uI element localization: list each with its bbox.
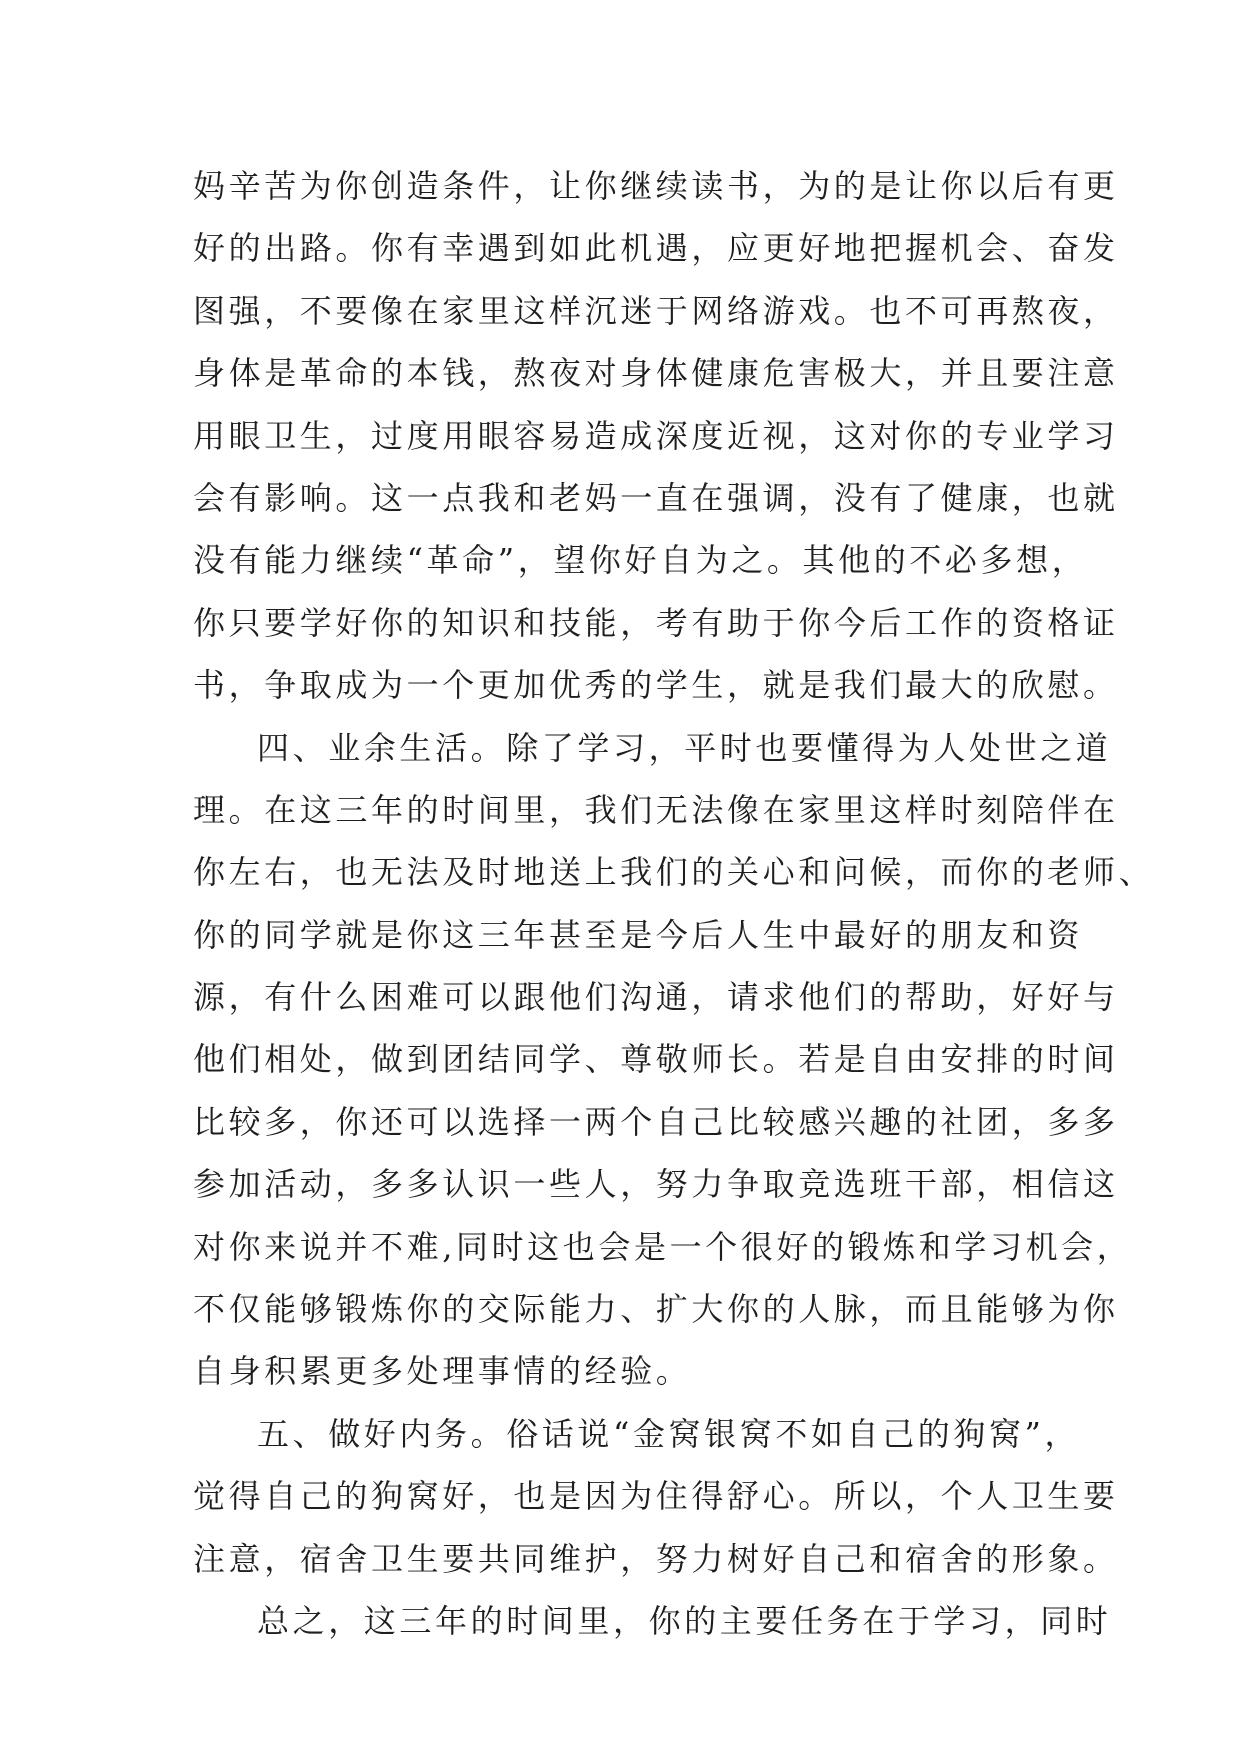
text-line: 总之，这三年的时间里，你的主要任务在于学习，同时 [257,1601,1112,1640]
text-line: 书，争取成为一个更加优秀的学生，就是我们最大的欣慰。 [193,666,1119,705]
text-line: 觉得自己的狗窝好，也是因为住得舒心。所以，个人卫生要 [193,1477,1119,1516]
document-body-text [193,155,1155,1652]
text-line: 比较多，你还可以选择一两个自己比较感兴趣的社团，多多 [193,1102,1119,1141]
text-line: 用眼卫生，过度用眼容易造成深度近视，这对你的专业学习 [193,416,1119,455]
text-line: 不仅能够锻炼你的交际能力、扩大你的人脉，而且能够为你 [193,1290,1119,1329]
text-line: 你的同学就是你这三年甚至是今后人生中最好的朋友和资 [193,915,1084,954]
text-line: 你只要学好你的知识和技能，考有助于你今后工作的资格证 [193,603,1119,642]
text-line: 注意，宿舍卫生要共同维护，努力树好自己和宿舍的形象。 [193,1539,1119,1578]
text-line: 妈辛苦为你创造条件，让你继续读书，为的是让你以后有更 [193,167,1119,205]
text-line: 五、做好内务。俗话说“金窝银窝不如自己的狗窝”， [257,1414,1081,1453]
text-line: 理。在这三年的时间里，我们无法像在家里这样时刻陪伴在 [193,790,1119,829]
text-line: 参加活动，多多认识一些人，努力争取竞选班干部，相信这 [193,1165,1119,1204]
text-line: 会有影响。这一点我和老妈一直在强调，没有了健康，也就 [193,478,1119,517]
text-line: 对你来说并不难,同时这也会是一个很好的锻炼和学习机会， [193,1227,1133,1266]
text-line: 图强，不要像在家里这样沉迷于网络游戏。也不可再熬夜， [193,291,1119,330]
text-line: 好的出路。你有幸遇到如此机遇，应更好地把握机会、奋发 [193,229,1119,268]
text-line: 四、业余生活。除了学习，平时也要懂得为人处世之道 [257,728,1112,767]
text-line: 源，有什么困难可以跟他们沟通，请求他们的帮助，好好与 [193,978,1119,1017]
text-line: 自身积累更多处理事情的经验。 [193,1352,692,1391]
text-line: 你左右，也无法及时地送上我们的关心和问候，而你的老师、 [193,853,1155,892]
text-line: 他们相处，做到团结同学、尊敬师长。若是自由安排的时间 [193,1040,1119,1079]
text-line: 没有能力继续“革命”，望你好自为之。其他的不必多想， [193,541,1088,580]
text-line: 身体是革命的本钱，熬夜对身体健康危害极大，并且要注意 [193,354,1119,393]
